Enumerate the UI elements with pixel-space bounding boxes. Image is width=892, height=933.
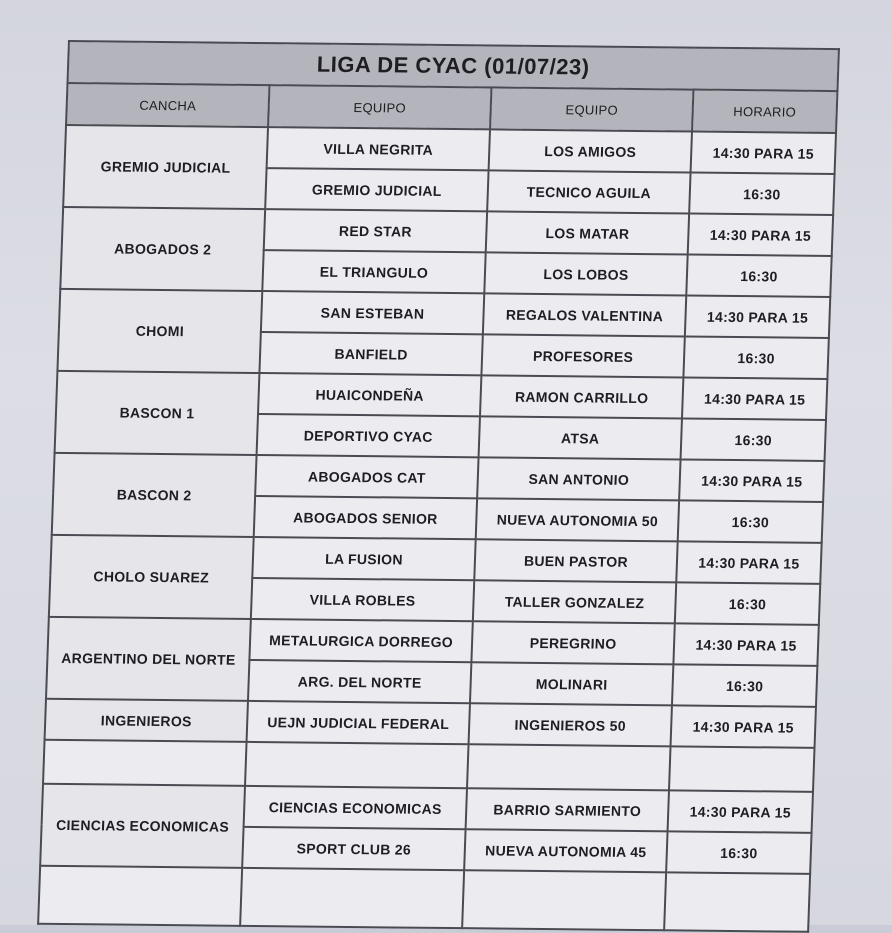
time-cell: 16:30 [689, 173, 834, 215]
team-a-cell: UEJN JUDICIAL FEDERAL [247, 701, 470, 744]
team-a-cell: LA FUSION [252, 537, 475, 580]
time-cell: 16:30 [672, 664, 817, 706]
team-b-cell: PROFESORES [481, 334, 684, 377]
cancha-cell: BASCON 2 [52, 453, 257, 537]
cancha-cell: ARGENTINO DEL NORTE [46, 617, 251, 701]
time-cell: 16:30 [675, 582, 820, 624]
time-cell: 14:30 PARA 15 [691, 132, 836, 174]
table-row [50, 535, 821, 584]
team-b-cell: INGENIEROS 50 [469, 703, 672, 746]
table-row [47, 617, 818, 666]
cancha-cell: BASCON 1 [55, 371, 260, 455]
team-b-cell: TALLER GONZALEZ [473, 580, 676, 623]
cancha-cell: CIENCIAS ECONOMICAS [40, 784, 245, 868]
team-a-cell: HUAICONDEÑA [258, 373, 481, 416]
team-b-cell: LOS AMIGOS [489, 129, 692, 172]
team-b-cell: MOLINARI [470, 662, 673, 705]
time-cell: 16:30 [686, 255, 831, 297]
header-cancha: CANCHA [66, 83, 269, 127]
fixture-table [37, 40, 840, 933]
time-cell: 14:30 PARA 15 [668, 790, 813, 832]
fixture-sheet [37, 40, 838, 933]
cancha-cell: GREMIO JUDICIAL [63, 125, 268, 209]
time-cell: 16:30 [666, 831, 811, 873]
time-cell: 14:30 PARA 15 [688, 214, 833, 256]
team-b-cell: TECNICO AGUILA [487, 170, 690, 213]
header-horario: HORARIO [692, 90, 837, 133]
team-a-cell: ARG. DEL NORTE [248, 660, 471, 703]
team-a-cell: SAN ESTEBAN [261, 291, 484, 334]
header-equipo-2: EQUIPO [490, 87, 693, 131]
cancha-cell: CHOMI [57, 289, 262, 373]
team-b-cell: LOS LOBOS [484, 252, 687, 295]
empty-cell [467, 744, 671, 790]
team-a-cell: CIENCIAS ECONOMICAS [244, 786, 467, 829]
team-a-cell: VILLA ROBLES [251, 578, 474, 621]
time-cell: 14:30 PARA 15 [671, 705, 816, 747]
time-cell: 14:30 PARA 15 [679, 459, 824, 501]
table-row [59, 289, 830, 338]
empty-cell [38, 866, 242, 926]
time-cell: 16:30 [681, 418, 826, 460]
empty-cell [245, 742, 469, 788]
team-a-cell: SPORT CLUB 26 [242, 827, 465, 870]
team-b-cell: LOS MATAR [486, 211, 689, 254]
time-cell: 14:30 PARA 15 [676, 541, 821, 583]
cancha-cell: ABOGADOS 2 [60, 207, 265, 291]
team-a-cell: METALURGICA DORREGO [249, 619, 472, 662]
time-cell: 14:30 PARA 15 [682, 377, 827, 419]
cancha-cell: CHOLO SUAREZ [49, 535, 254, 619]
team-a-cell: RED STAR [264, 209, 487, 252]
time-cell: 16:30 [683, 336, 828, 378]
team-b-cell: BARRIO SARMIENTO [466, 788, 669, 831]
table-row [42, 784, 813, 833]
team-a-cell: VILLA NEGRITA [267, 127, 490, 170]
team-a-cell: GREMIO JUDICIAL [265, 168, 488, 211]
team-a-cell: DEPORTIVO CYAC [257, 414, 480, 457]
empty-row [38, 866, 810, 932]
team-b-cell: ATSA [479, 416, 682, 459]
empty-cell [462, 870, 666, 930]
table-title: LIGA DE CYAC (01/07/23) [67, 41, 838, 91]
team-b-cell: RAMON CARRILLO [480, 375, 683, 418]
time-cell: 16:30 [678, 500, 823, 542]
team-a-cell: ABOGADOS CAT [255, 455, 478, 498]
time-cell: 14:30 PARA 15 [673, 623, 818, 665]
team-a-cell: BANFIELD [259, 332, 482, 375]
time-cell: 14:30 PARA 15 [685, 295, 830, 337]
header-equipo-1: EQUIPO [268, 85, 491, 129]
team-b-cell: NUEVA AUTONOMIA 50 [476, 498, 679, 541]
team-b-cell: NUEVA AUTONOMIA 45 [464, 829, 667, 872]
team-a-cell: ABOGADOS SENIOR [254, 496, 477, 539]
team-b-cell: SAN ANTONIO [477, 457, 680, 500]
team-b-cell: REGALOS VALENTINA [483, 293, 686, 336]
empty-cell [664, 872, 810, 931]
team-a-cell: EL TRIANGULO [262, 250, 485, 293]
empty-cell [669, 746, 815, 791]
team-b-cell: PEREGRINO [471, 621, 674, 664]
empty-cell [240, 868, 464, 928]
cancha-cell: INGENIEROS [45, 699, 248, 742]
table-row [56, 371, 827, 420]
table-row [53, 453, 824, 502]
table-row [62, 207, 833, 256]
team-b-cell: BUEN PASTOR [474, 539, 677, 582]
table-row [65, 125, 836, 174]
empty-cell [43, 740, 247, 786]
